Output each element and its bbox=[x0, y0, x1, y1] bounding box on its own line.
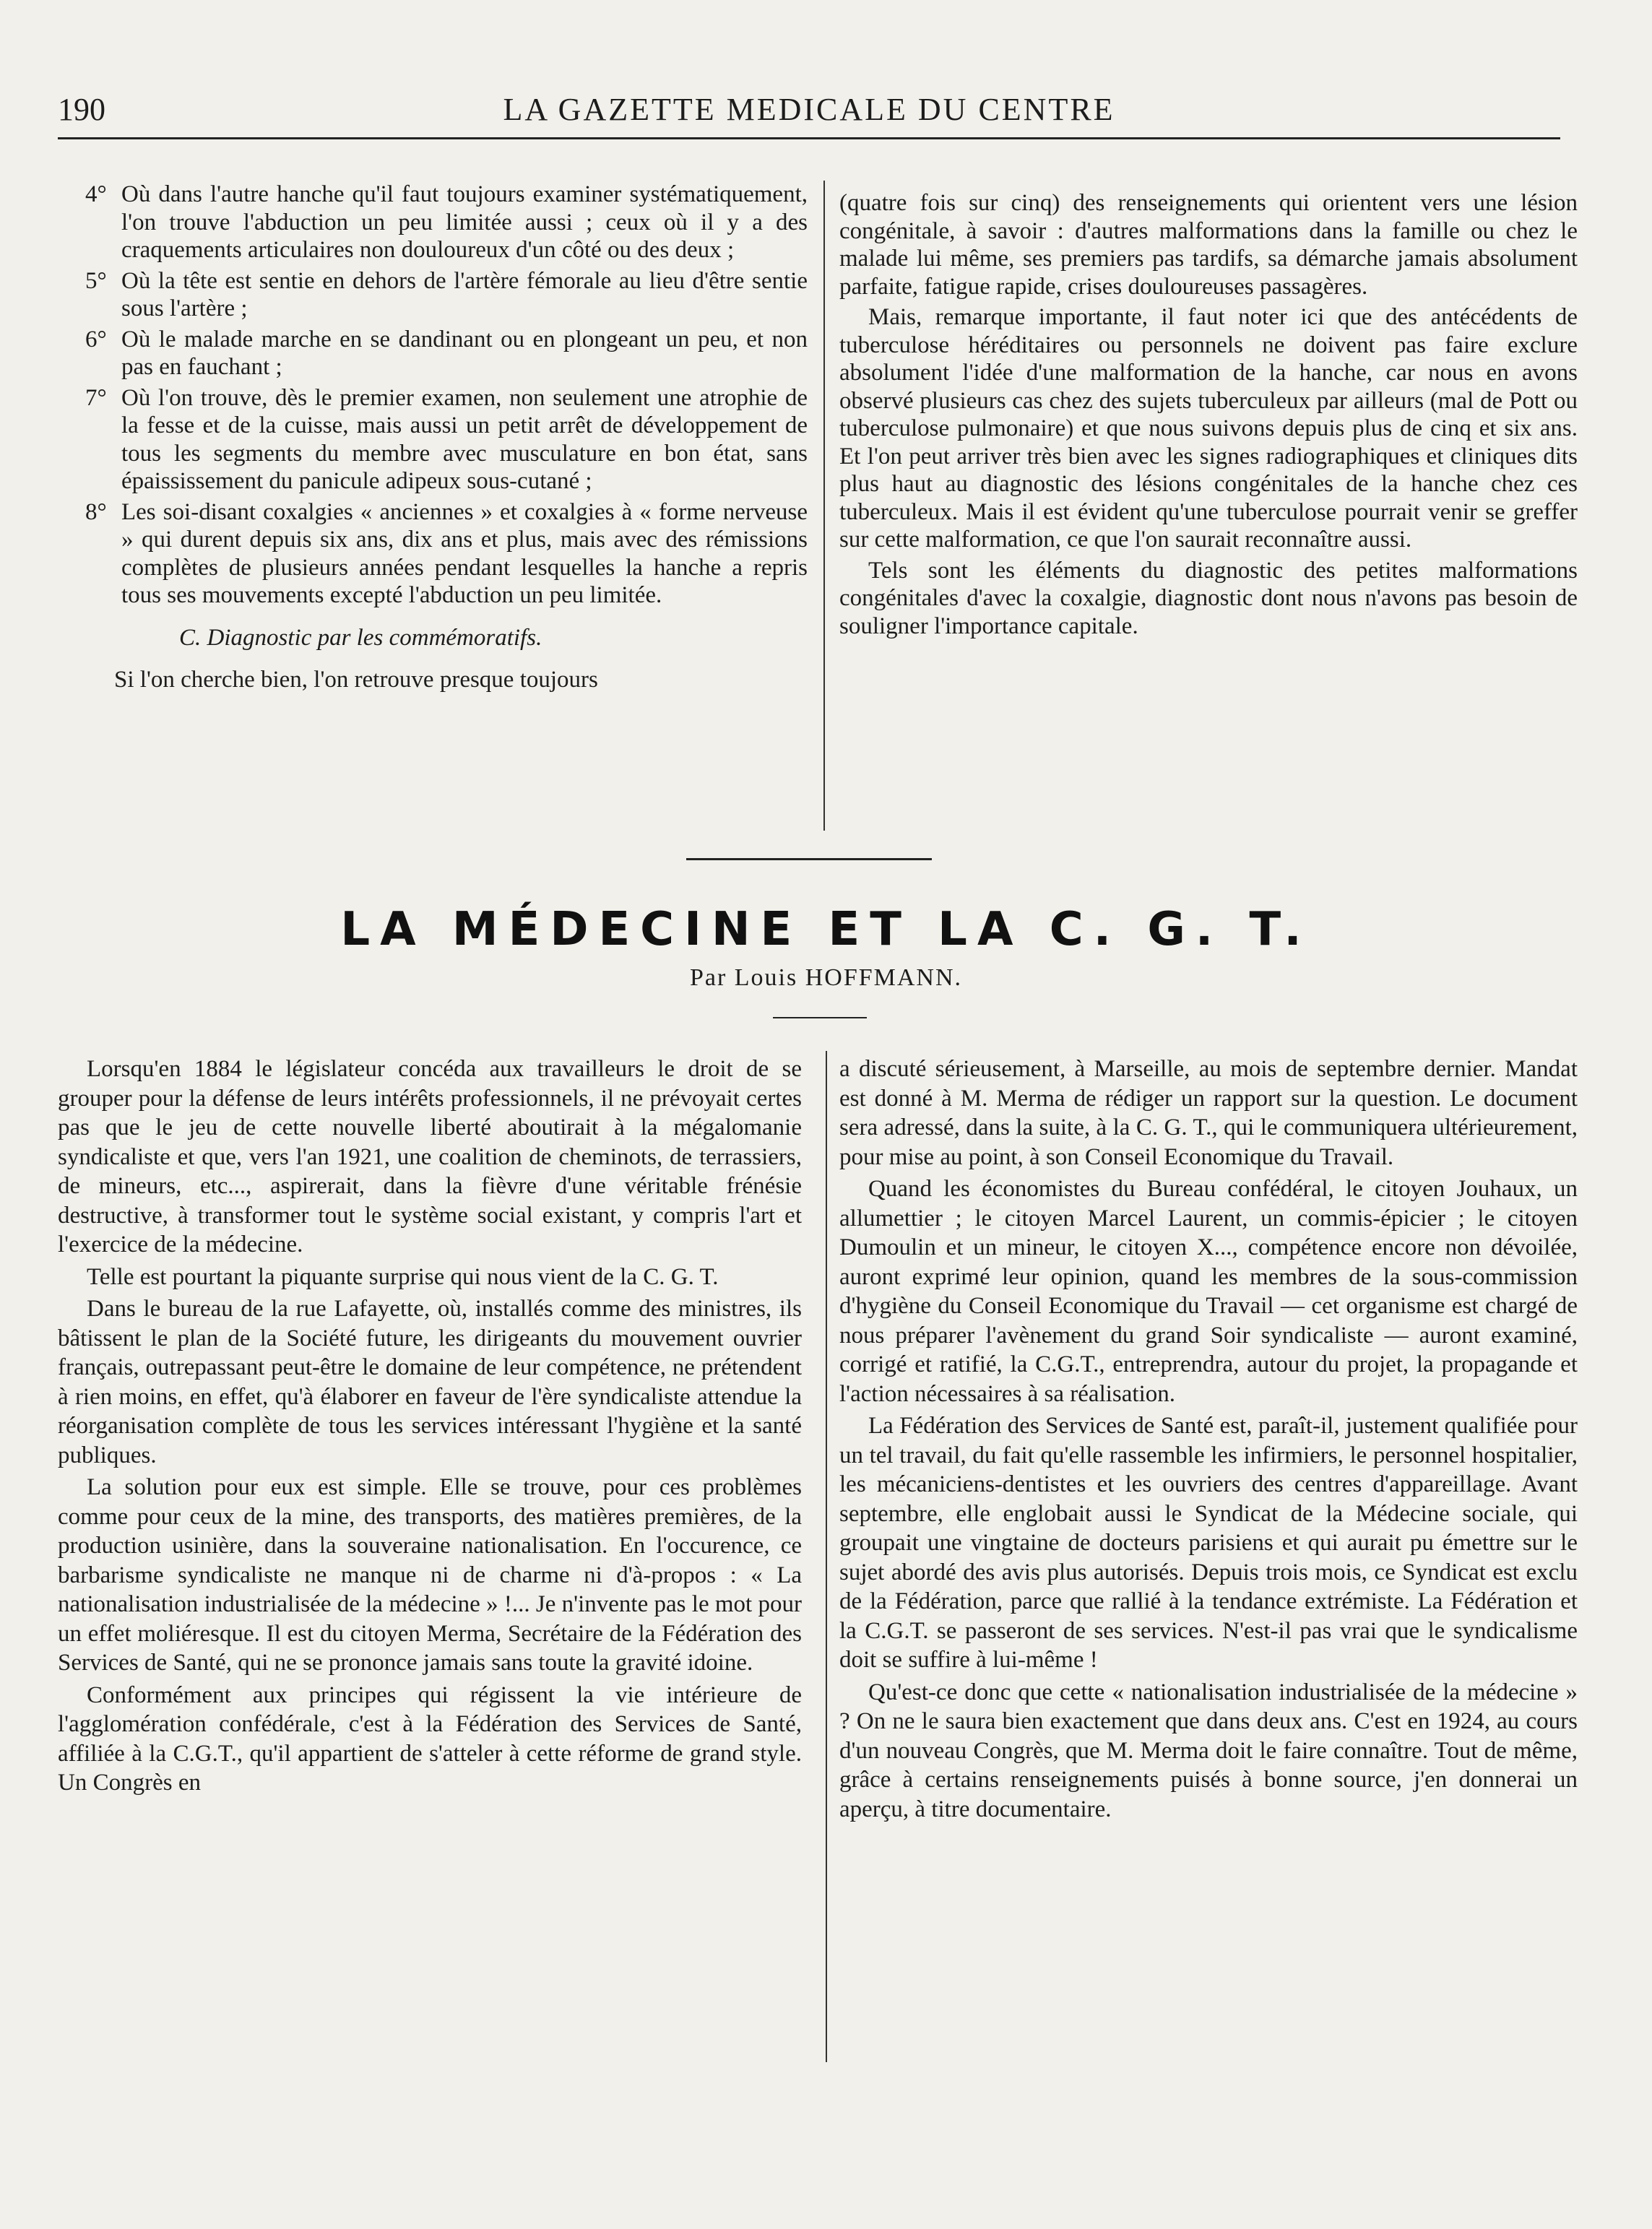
paragraph: Quand les économistes du Bureau confédéral, le citoyen Jouhaux, un allumettier ; le citoyen Marcel Laurent, un commis-épicier ; le citoyen Dumoulin et un mineur, le citoyen X..., compétence encore non dévoilée, auront exprimé leur opinion, quand les membres de la sous-commission d'hygiène du Conseil Economique du Travail — cet organisme est chargé de nous préparer l'avènement du grand Soir syndicaliste — auront examiné, corrigé et ratifié, la C.G.T., entreprendra, autour du projet, la propagande et l'action nécessaires à sa réalisation. bbox=[839, 1176, 1578, 1407]
list-item bbox=[85, 498, 808, 610]
item-number: 4° bbox=[85, 181, 107, 207]
title-divider bbox=[773, 1017, 867, 1018]
paragraph: Mais, remarque importante, il faut noter ici que des antécédents de tuberculose héréditaires ou personnels ne doivent pas faire exclure absolument l'idée d'une malformation de la hanche, car nous en avons observé plusieurs cas chez des sujets tuberculeux par ailleurs (mal de Pott ou tuberculose pulmonaire) et que nous suivons depuis plus de cinq et six ans. Et l'on peut arriver très bien avec les signes radiographiques et cliniques dits plus haut au diagnostic des lésions congénitales de la hanche chez ces tuberculeux. Mais il est évident qu'une tuberculose pourrait venir se greffer sur cette malformation, ce que l'on saurait reconnaître aussi. bbox=[839, 304, 1578, 553]
list-item bbox=[85, 326, 808, 381]
article-col-1 bbox=[58, 1055, 802, 1801]
item-number: 6° bbox=[85, 326, 107, 352]
paragraph: La solution pour eux est simple. Elle se trouve, pour ces problèmes comme pour ceux de la mine, des transports, des matières premières, de la production usinière, dans la souveraine nationalisation. En l'occurence, ce barbarisme syndicaliste ne manque ni de charme ni d'à-propos : « La nationalisation industrialisée de la médecine » !... Je n'invente pas le mot pour un effet moliéresque. Il est du citoyen Merma, Secrétaire de la Fédération des Services de Santé, qui ne se prononce jamais sans toute la gravité idoine. bbox=[58, 1474, 802, 1676]
article-col-2 bbox=[839, 1055, 1578, 1827]
section-subheading: C. Diagnostic par les commémoratifs. bbox=[179, 624, 542, 651]
article-byline: Par Louis HOFFMANN. bbox=[689, 964, 963, 991]
item-number: 5° bbox=[85, 267, 107, 294]
item-text: Où dans l'autre hanche qu'il faut toujours examiner systématiquement, l'on trouve l'abduction un peu limitée aussi ; ceux où il y a des craquements articulaires non douloureux d'un côté ou des deux ; bbox=[121, 181, 808, 263]
article-title: LA MÉDECINE ET LA C. G. T. bbox=[340, 903, 1312, 956]
item-number: 8° bbox=[85, 498, 107, 525]
paragraph: Tels sont les éléments du diagnostic des petites malformations congénitales d'avec la coxalgie, diagnostic dont nous n'avons pas besoin de souligner l'importance capitale. bbox=[839, 557, 1578, 639]
paragraph: (quatre fois sur cinq) des renseignements qui orientent vers une lésion congénitale, à savoir : d'autres malformations dans la famille ou chez le malade lui même, ses premiers pas tardifs, sa démarche jamais absolument parfaite, fatigue rapide, crises douloureuses passagères. bbox=[839, 190, 1578, 300]
list-item bbox=[85, 384, 808, 495]
paragraph: Telle est pourtant la piquante surprise qui nous vient de la C. G. T. bbox=[87, 1263, 719, 1290]
item-text: Où le malade marche en se dandinant ou en plongeant un peu, et non pas en fauchant ; bbox=[121, 326, 808, 380]
paragraph: Conformément aux principes qui régissent la vie intérieure de l'agglomération confédérale, c'est à la Fédération des Services de Santé, affiliée à la C.G.T., qu'il appartient de s'atteler à cette réforme de grand style. Un Congrès en bbox=[58, 1682, 802, 1796]
item-text: Où l'on trouve, dès le premier examen, non seulement une atrophie de la fesse et de la cuisse, mais aussi un petit arrêt de développement de tous les segments du membre avec musculature en bon état, sans épaississement du panicule adipeux sous-cutané ; bbox=[121, 384, 808, 494]
prev-article-col-1 bbox=[85, 181, 808, 697]
paragraph: Lorsqu'en 1884 le législateur concéda aux travailleurs le droit de se grouper pour la défense de leurs intérêts professionnels, il ne prévoyait certes pas que le jeu de cette nouvelle liberté aboutirait à la mégalomanie syndicaliste et que, vers l'an 1921, une coalition de cheminots, de terrassiers, de mineurs, etc..., aspirerait, dans la fièvre d'une véritable frénésie destructive, à transformer tout le système social existant, y compris l'art et l'exercice de la médecine. bbox=[58, 1056, 802, 1258]
prev-article-col-2 bbox=[839, 189, 1578, 643]
list-item bbox=[85, 181, 808, 264]
paragraph: Si l'on cherche bien, l'on retrouve presque toujours bbox=[114, 667, 598, 693]
page-number: 190 bbox=[58, 92, 105, 127]
journal-title: LA GAZETTE MEDICALE DU CENTRE bbox=[503, 92, 1115, 127]
page-header bbox=[58, 87, 1560, 139]
item-text: Les soi-disant coxalgies « anciennes » et coxalgies à « forme nerveuse » qui durent depuis six ans, dix ans et plus, mais avec des rémissions complètes de plusieurs années pendant lesquelles la hanche a repris tous ses mouvements excepté l'abduction un peu limitée. bbox=[121, 498, 808, 608]
column-divider bbox=[823, 181, 825, 831]
column-divider bbox=[826, 1051, 827, 2062]
item-number: 7° bbox=[85, 384, 107, 411]
section-divider bbox=[686, 858, 932, 860]
list-item bbox=[85, 267, 808, 323]
item-text: Où la tête est sentie en dehors de l'artère fémorale au lieu d'être sentie sous l'artère ; bbox=[121, 267, 808, 321]
paragraph: Qu'est-ce donc que cette « nationalisation industrialisée de la médecine » ? On ne le saura bien exactement que dans deux ans. C'est en 1924, au cours d'un nouveau Congrès, que M. Merma doit le faire connaître. Tout de même, grâce à certains renseignements puisés à bonne source, j'en donnerai un aperçu, à titre documentaire. bbox=[839, 1679, 1578, 1822]
paragraph: a discuté sérieusement, à Marseille, au mois de septembre dernier. Mandat est donné à M. Merma de rédiger un rapport sur la question. Le document sera adressé, dans la suite, à la C. G. T., qui le communiquera ultérieurement, pour mise au point, à son Conseil Economique du Travail. bbox=[839, 1056, 1578, 1170]
paragraph: Dans le bureau de la rue Lafayette, où, installés comme des ministres, ils bâtissent le plan de la Société future, les dirigeants du mouvement ouvrier français, outrepassant peut-être le domaine de leur compétence, ne prétendent à rien moins, en effet, qu'à élaborer en faveur de l'ère syndicaliste attendue la réorganisation complète de tous les services intéressant l'hygiène et la santé publiques. bbox=[58, 1296, 802, 1468]
paragraph: La Fédération des Services de Santé est, paraît-il, justement qualifiée pour un tel travail, du fait qu'elle rassemble les infirmiers, le personnel hospitalier, les mécaniciens-dentistes et les ouvriers des centres d'appareillage. Avant septembre, elle englobait aussi le Syndicat de la Médecine sociale, qui groupait une vingtaine de docteurs parisiens et qui aurait pu émettre sur le sujet abordé des avis plus autorisés. Depuis trois mois, ce Syndicat est exclu de la Fédération, parce que rallié à la tendance extrémiste. La Fédération et la C.G.T. se passeront de ses services. N'est-il pas vrai que le syndicalisme doit se suffire à lui-même ! bbox=[839, 1413, 1578, 1673]
